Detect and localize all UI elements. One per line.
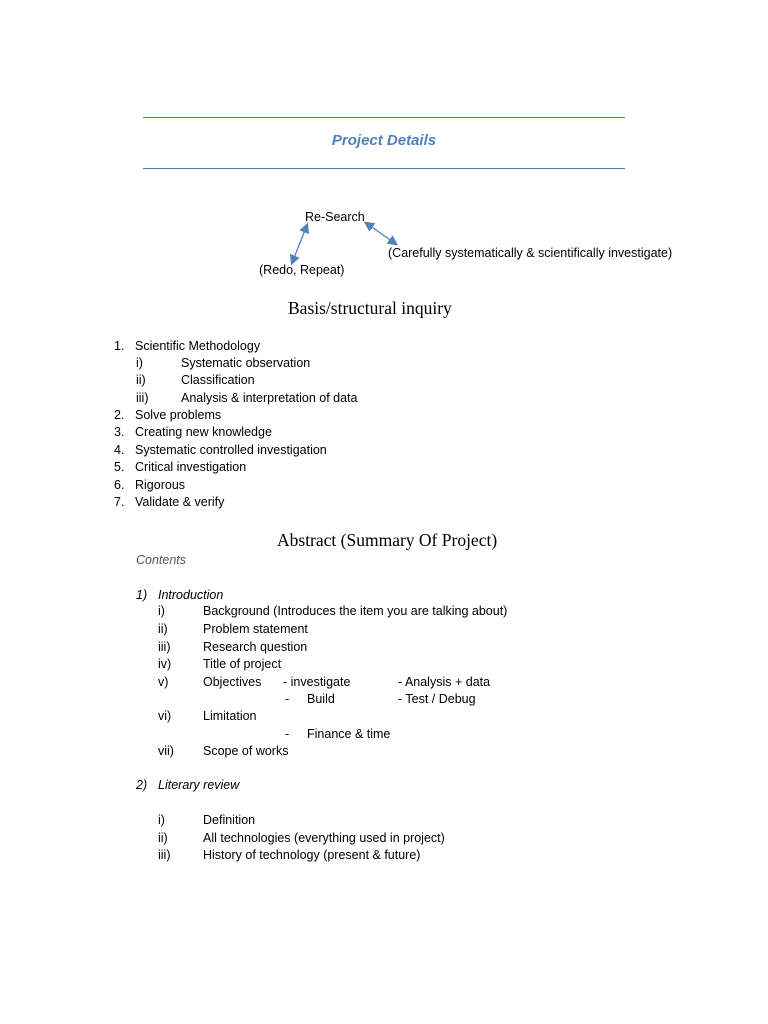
list-item: Title of project: [203, 657, 282, 671]
list-item-num: 2.: [114, 408, 125, 422]
list-item-num: i): [158, 604, 165, 618]
list-item: Creating new knowledge: [135, 425, 272, 439]
list-item-num: 7.: [114, 495, 125, 509]
list-item-num: v): [158, 675, 169, 689]
list-item: Systematic observation: [181, 356, 311, 370]
diagram-left-label: (Redo, Repeat): [259, 263, 345, 277]
list-item: Systematic controlled investigation: [135, 443, 327, 457]
list-item: Scope of works: [203, 744, 289, 758]
list-item: Solve problems: [135, 408, 222, 422]
list-item: Research question: [203, 640, 308, 654]
section-title: Literary review: [158, 778, 240, 792]
list-item-num: iii): [136, 391, 149, 405]
contents-label: Contents: [136, 553, 187, 567]
list-item: History of technology (present & future): [203, 848, 421, 862]
list-item-num: iii): [158, 640, 171, 654]
list-item: Background (Introduces the item you are talking about): [203, 604, 508, 618]
limitation-finance: Finance & time: [307, 727, 391, 741]
list-item-num: ii): [158, 622, 168, 636]
list-item-num: ii): [136, 373, 146, 387]
list-item: Analysis & interpretation of data: [181, 391, 358, 405]
objective-analysis: - Analysis + data: [398, 675, 491, 689]
objective-investigate: - investigate: [283, 675, 351, 689]
list-item-num: iv): [158, 657, 172, 671]
list-item-num: vii): [158, 744, 174, 758]
list-item-num: i): [136, 356, 143, 370]
list-item: Classification: [181, 373, 255, 387]
list-item-num: 3.: [114, 425, 125, 439]
objective-dash: -: [285, 692, 290, 706]
section-number: 1): [136, 588, 148, 602]
objective-build: Build: [307, 692, 335, 706]
diagram-right-label: (Carefully systematically & scientifically investigate): [388, 246, 673, 260]
list-item-num: vi): [158, 709, 172, 723]
page-title: Project Details: [331, 132, 437, 149]
section-number: 2): [136, 778, 148, 792]
list-item-num: ii): [158, 831, 168, 845]
list-item: Rigorous: [135, 478, 186, 492]
list-item-num: 1.: [114, 339, 125, 353]
abstract-heading: Abstract (Summary Of Project): [277, 530, 498, 550]
section-title: Introduction: [158, 588, 224, 602]
list-item: Critical investigation: [135, 460, 247, 474]
objective-test-debug: - Test / Debug: [398, 692, 476, 706]
arrow-right: [366, 223, 396, 244]
list-item: Limitation: [203, 709, 257, 723]
list-item: Objectives: [203, 675, 262, 689]
list-item-num: 5.: [114, 460, 125, 474]
list-item: All technologies (everything used in project): [203, 831, 445, 845]
arrow-left: [292, 225, 307, 263]
list-item-num: 4.: [114, 443, 125, 457]
list-item-num: i): [158, 813, 165, 827]
list-item: Scientific Methodology: [135, 339, 261, 353]
list-item-num: 6.: [114, 478, 125, 492]
list-item: Problem statement: [203, 622, 308, 636]
limitation-dash: -: [285, 727, 290, 741]
list-item: Validate & verify: [135, 495, 225, 509]
list-item-num: iii): [158, 848, 171, 862]
basis-heading: Basis/structural inquiry: [288, 298, 452, 318]
diagram-center-label: Re-Search: [305, 210, 365, 224]
list-item: Definition: [203, 813, 256, 827]
